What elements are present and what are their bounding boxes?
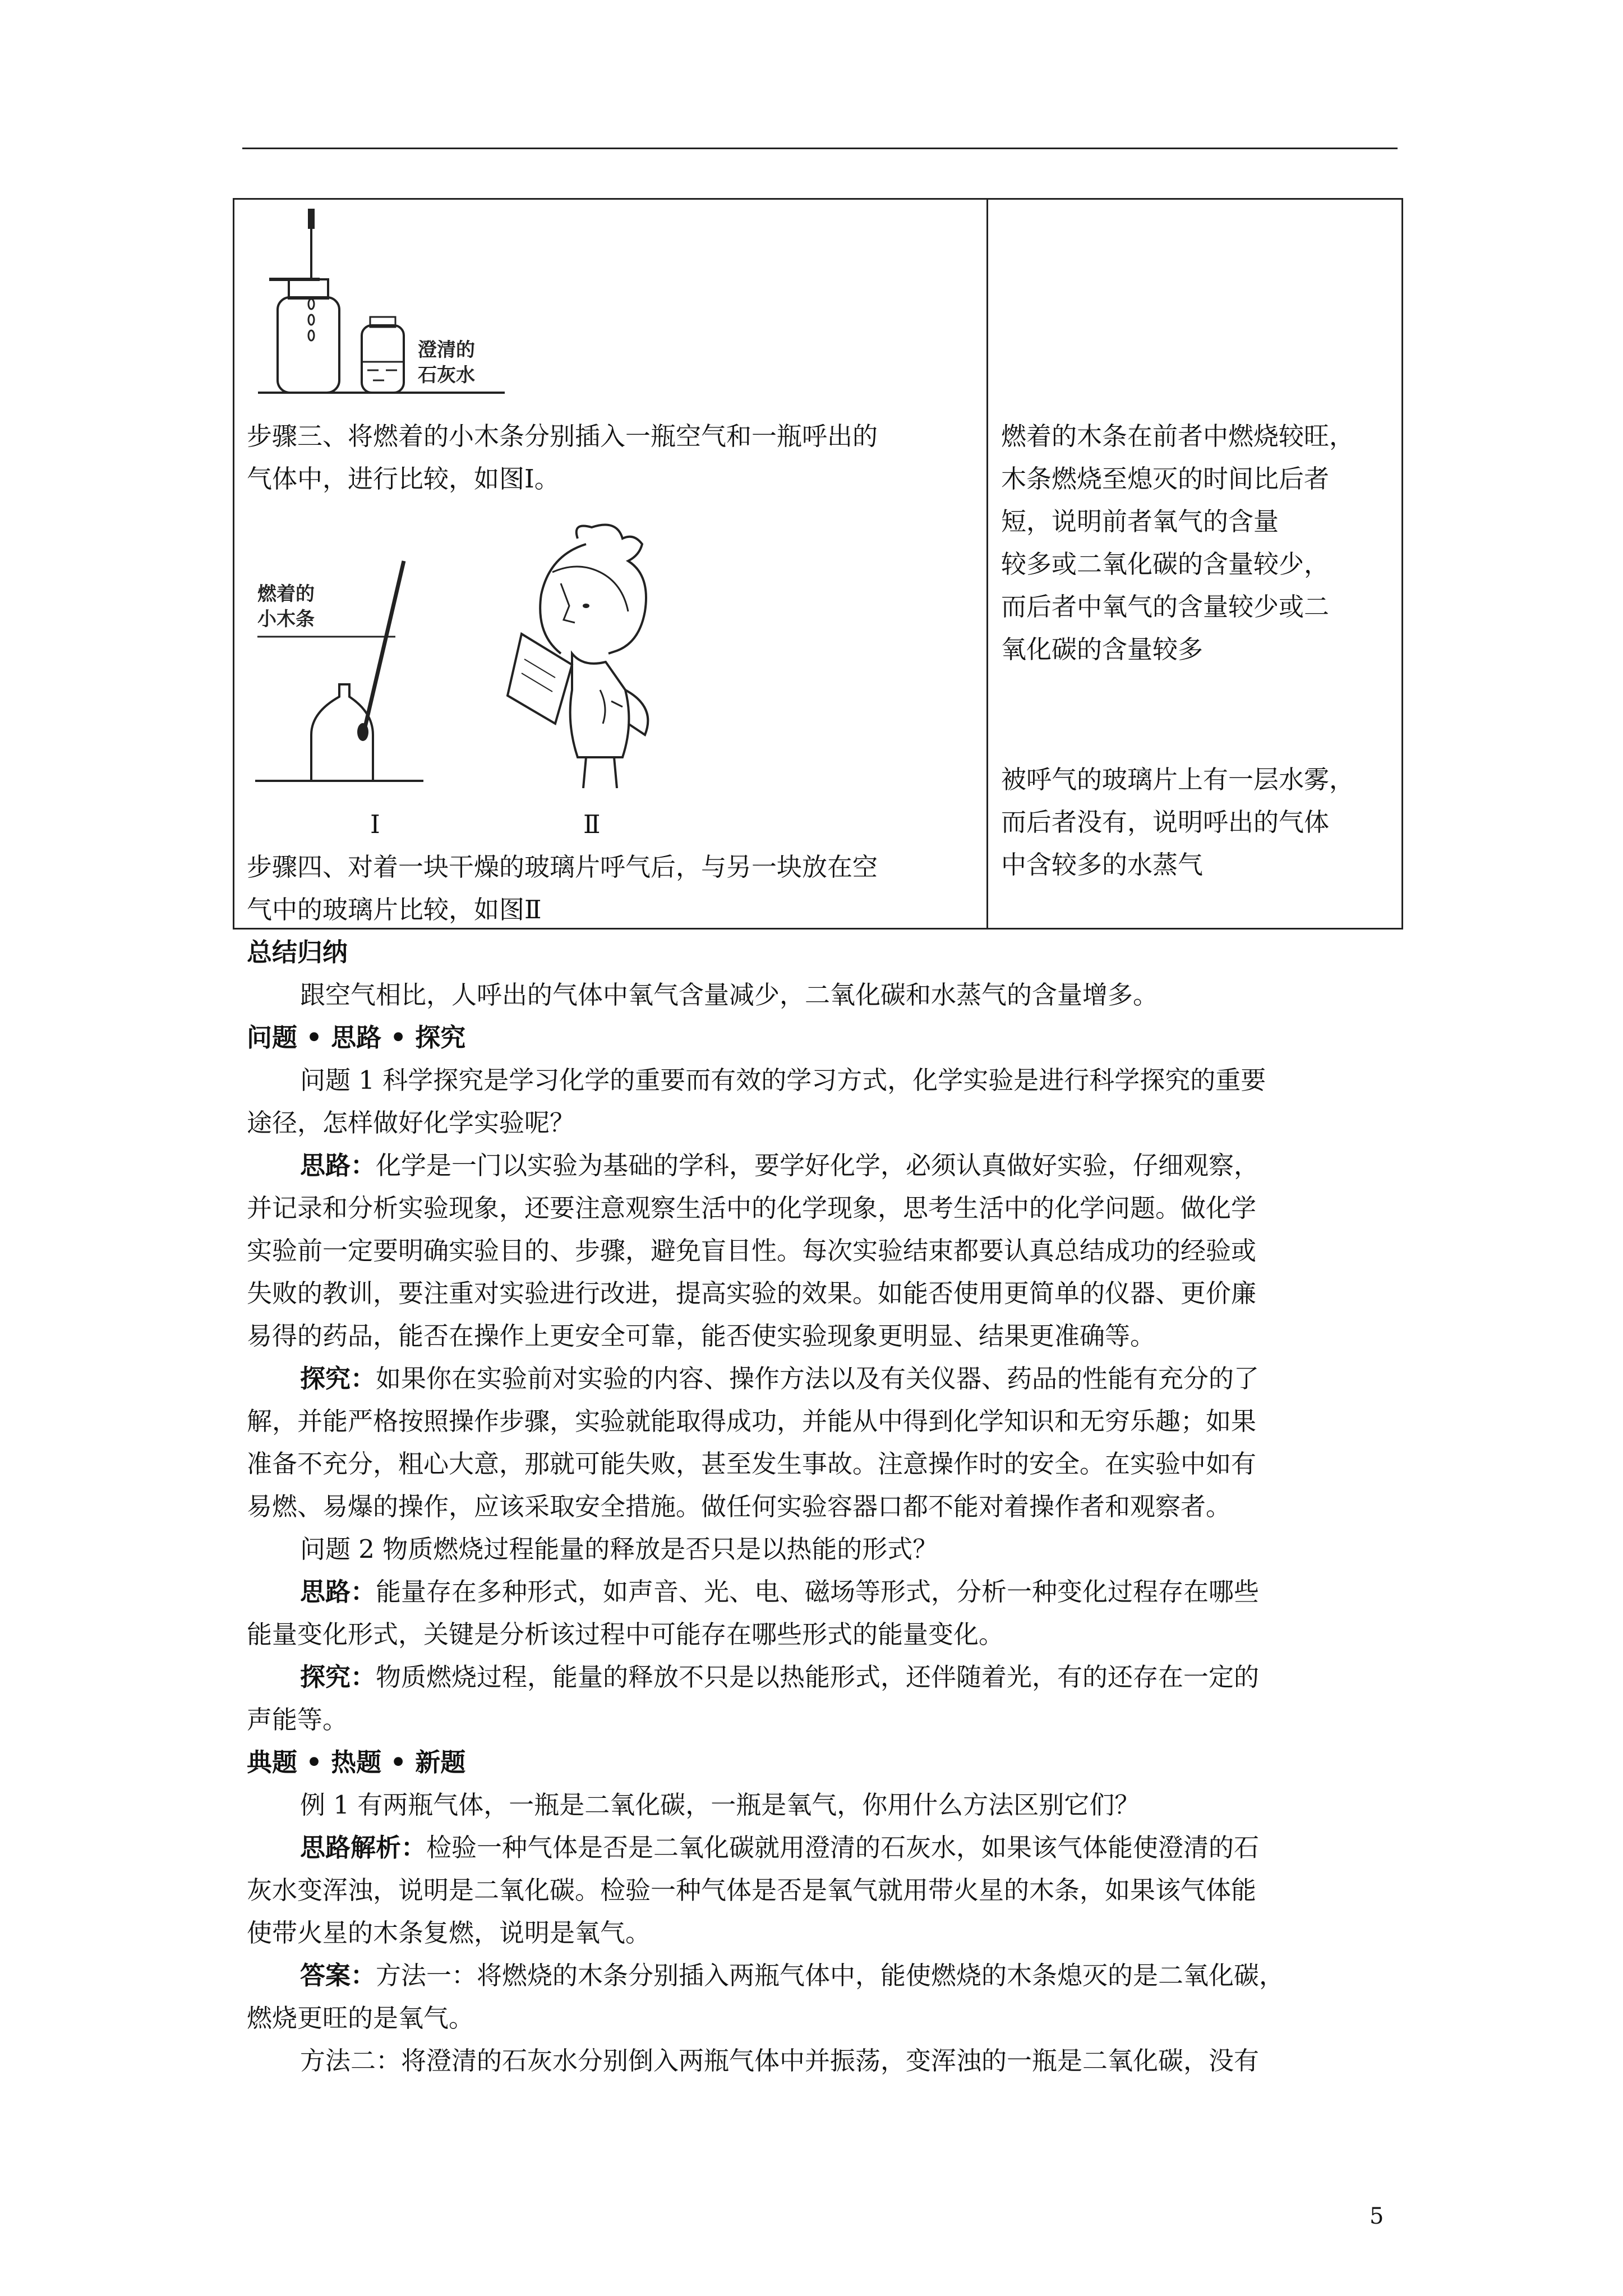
- summary-heading: 总结归纳: [247, 937, 348, 967]
- thinking-1-line-4: 失败的教训，要注重对实验进行改进，提高实验的效果。如能否使用更简单的仪器、更价廉: [247, 1278, 1257, 1308]
- observation-3-line-1: 燃着的木条在前者中燃烧较旺，: [1001, 421, 1355, 451]
- lime-water-label-1: 澄清的: [418, 339, 475, 361]
- inquiry-1-label: 探究：: [300, 1364, 376, 1393]
- answer-label: 答案：: [300, 1961, 376, 1990]
- observation-4-line-3: 中含较多的水蒸气: [1001, 850, 1204, 880]
- thinking-1-line-1: [300, 1144, 1259, 1187]
- examples-heading: 典题 • 热题 • 新题: [247, 1747, 466, 1777]
- observation-3-line-2: 木条燃烧至熄灭的时间比后者: [1001, 464, 1330, 494]
- analysis-text: 检验一种气体是否是二氧化碳就用澄清的石灰水，如果该气体能使澄清的石: [426, 1833, 1260, 1862]
- inquiry-2-line-1: [300, 1656, 1259, 1699]
- inquiry-1-line-3: 准备不充分，粗心大意，那就可能失败，甚至发生事故。注意操作时的安全。在实验中如有: [247, 1449, 1257, 1479]
- inquiry-2-line-2: 声能等。: [247, 1705, 348, 1734]
- thinking-1-line-2: 并记录和分析实验现象，还要注意观察生活中的化学现象，思考生活中的化学问题。做化学: [247, 1193, 1257, 1223]
- burning-stick-figure: [255, 550, 423, 785]
- observation-4-line-2: 而后者没有，说明呼出的气体: [1001, 807, 1330, 837]
- girl-breathing-figure: [488, 522, 679, 791]
- observation-3-line-6: 氧化碳的含量较多: [1001, 634, 1204, 664]
- inquiry-2-text: 物质燃烧过程，能量的释放不只是以热能形式，还伴随着光，有的还存在一定的: [376, 1662, 1260, 1692]
- burning-stick-label-1: 燃着的: [257, 583, 315, 605]
- inquiry-1-text: 如果你在实验前对实验的内容、操作方法以及有关仪器、药品的性能有充分的了: [376, 1364, 1260, 1393]
- header-rule: [242, 148, 1398, 149]
- method-2-line: 方法二：将澄清的石灰水分别倒入两瓶气体中并振荡，变浑浊的一瓶是二氧化碳，没有: [300, 2046, 1260, 2076]
- answer-line-2: 燃烧更旺的是氧气。: [247, 2003, 474, 2033]
- figure-2-caption: Ⅱ: [583, 809, 601, 839]
- analysis-line-3: 使带火星的木条复燃，说明是氧气。: [247, 1918, 651, 1948]
- thinking-2-text: 能量存在多种形式，如声音、光、电、磁场等形式，分析一种变化过程存在哪些: [376, 1577, 1260, 1607]
- question-1-line-2: 途径，怎样做好化学实验呢？: [247, 1108, 575, 1138]
- step4-line-1: 步骤四、对着一块干燥的玻璃片呼气后，与另一块放在空: [247, 852, 878, 882]
- analysis-label: 思路解析：: [300, 1833, 427, 1862]
- analysis-line-2: 灰水变浑浊，说明是二氧化碳。检验一种气体是否是氧气就用带火星的木条，如果该气体能: [247, 1875, 1257, 1905]
- lime-water-apparatus-figure: [258, 208, 505, 398]
- inquiry-1-line-1: [300, 1358, 1259, 1400]
- question-2: 问题 2 物质燃烧过程能量的释放是否只是以热能的形式？: [300, 1534, 938, 1564]
- answer-line-1: [300, 1954, 1284, 1997]
- thinking-1-line-5: 易得的药品，能否在操作上更安全可靠，能否使实验现象更明显、结果更准确等。: [247, 1321, 1156, 1351]
- step4-line-2: 气中的玻璃片比较，如图Ⅱ: [247, 895, 542, 924]
- thinking-1-text: 化学是一门以实验为基础的学科，要学好化学，必须认真做好实验，仔细观察，: [376, 1151, 1260, 1180]
- observation-3-line-5: 而后者中氧气的含量较少或二: [1001, 592, 1330, 622]
- figure-1-caption: Ⅰ: [370, 809, 380, 839]
- thinking-1-label: 思路：: [300, 1151, 376, 1180]
- burning-stick-label-2: 小木条: [257, 608, 315, 631]
- explore-heading: 问题 • 思路 • 探究: [247, 1023, 466, 1052]
- lime-water-label-2: 石灰水: [418, 364, 475, 386]
- observation-3-line-3: 短，说明前者氧气的含量: [1001, 507, 1279, 536]
- inquiry-2-label: 探究：: [300, 1662, 376, 1692]
- thinking-2-line-2: 能量变化形式，关键是分析该过程中可能存在哪些形式的能量变化。: [247, 1619, 1004, 1649]
- summary-text: 跟空气相比，人呼出的气体中氧气含量减少，二氧化碳和水蒸气的含量增多。: [300, 980, 1159, 1010]
- example-1-question: 例 1 有两瓶气体，一瓶是二氧化碳，一瓶是氧气，你用什么方法区别它们？: [300, 1790, 1140, 1820]
- question-1-line-1: 问题 1 科学探究是学习化学的重要而有效的学习方式，化学实验是进行科学探究的重要: [300, 1065, 1266, 1095]
- observation-4-line-1: 被呼气的玻璃片上有一层水雾，: [1001, 765, 1355, 794]
- inquiry-1-line-4: 易燃、易爆的操作，应该采取安全措施。做任何实验容器口都不能对着操作者和观察者。: [247, 1492, 1232, 1521]
- inquiry-1-line-2: 解，并能严格按照操作步骤，实验就能取得成功，并能从中得到化学知识和无穷乐趣；如果: [247, 1406, 1257, 1436]
- step3-line-1: 步骤三、将燃着的小木条分别插入一瓶空气和一瓶呼出的: [247, 421, 878, 451]
- table-column-divider: [986, 200, 988, 928]
- thinking-2-line-1: [300, 1571, 1259, 1613]
- page-number: 5: [1370, 2203, 1384, 2229]
- answer-text: 方法一：将燃烧的木条分别插入两瓶气体中，能使燃烧的木条熄灭的是二氧化碳，: [376, 1961, 1285, 1990]
- observation-3-line-4: 较多或二氧化碳的含量较少，: [1001, 549, 1330, 579]
- analysis-line-1: [300, 1826, 1259, 1869]
- thinking-2-label: 思路：: [300, 1577, 376, 1607]
- thinking-1-line-3: 实验前一定要明确实验目的、步骤，避免盲目性。每次实验结束都要认真总结成功的经验或: [247, 1236, 1257, 1266]
- step3-line-2: 气体中，进行比较，如图Ⅰ。: [247, 464, 560, 494]
